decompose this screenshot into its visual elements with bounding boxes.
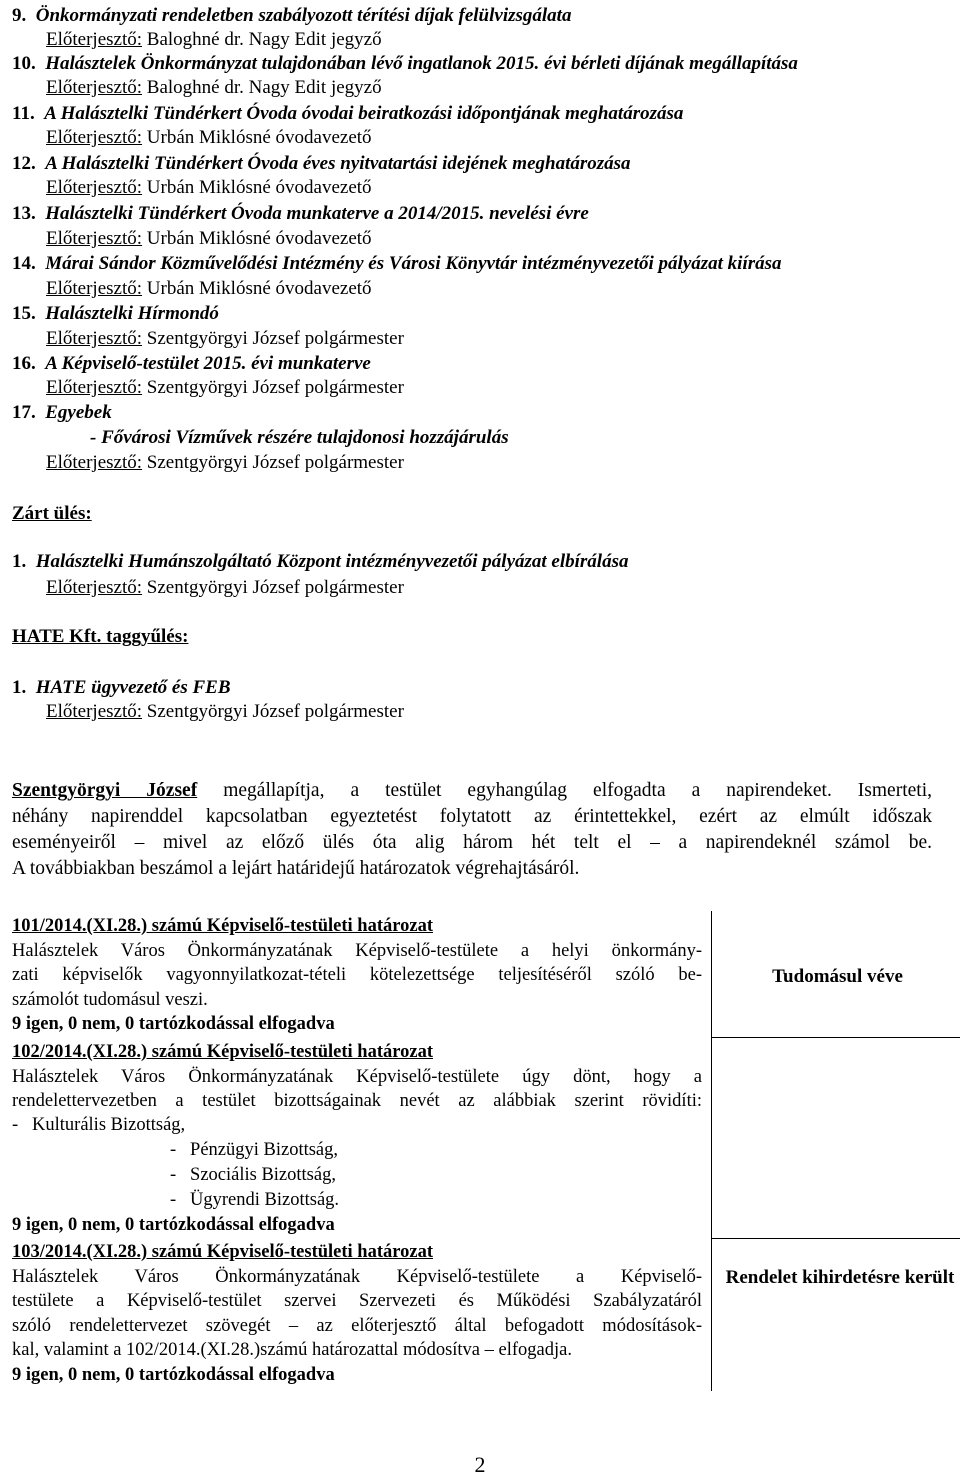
- presenter-label: Előterjesztő:: [46, 701, 143, 722]
- agenda-num: 11.: [12, 103, 35, 124]
- resolution-text: számolót tudomásul veszi.: [12, 989, 208, 1010]
- agenda-num: 1.: [12, 551, 27, 572]
- agenda-item-title: [12, 252, 782, 276]
- presenter-name: Urbán Miklósné óvodavezető: [146, 228, 372, 249]
- agenda-title: A Halásztelki Tündérkert Óvoda éves nyitvatartási idejének meghatározása: [45, 153, 631, 174]
- agenda-title: Halásztelek Önkormányzat tulajdonában lévő ingatlanok 2015. évi bérleti díjának megállapítása: [45, 53, 798, 74]
- speaker-name: Szentgyörgyi József: [12, 780, 198, 801]
- agenda-title: A Képviselő-testület 2015. évi munkaterve: [45, 353, 371, 374]
- resolution-text: zati képviselők vagyonnyilatkozat-tételi kötelezettsége teljesítéséről szóló be-: [12, 965, 702, 985]
- resolution-103: [12, 1240, 702, 1387]
- hate-item-title: [12, 676, 231, 700]
- statement-line: A továbbiakban beszámol a lejárt határidejű határozatok végrehajtásáról.: [12, 858, 580, 879]
- agenda-presenter: [46, 576, 404, 600]
- agenda-num: 14.: [12, 253, 36, 274]
- closed-item-title: [12, 550, 628, 574]
- resolution-vote: 9 igen, 0 nem, 0 tartózkodással elfogadva: [12, 1014, 335, 1034]
- resolution-text: Halásztelek Város Önkormányzatának Képviselő-testülete úgy dönt, hogy a: [12, 1066, 702, 1087]
- agenda-item-title: [12, 302, 219, 326]
- agenda-item-title: [12, 4, 571, 28]
- agenda-item-title: [12, 202, 589, 226]
- agenda-presenter: [46, 176, 372, 200]
- agenda-title: A Halásztelki Tündérkert Óvoda óvodai beiratkozási időpontjának meghatározása: [44, 103, 684, 124]
- resolution-text: Halásztelek Város Önkormányzatának Képviselő-testülete a Képviselő-: [12, 1266, 702, 1287]
- row-divider: [711, 1238, 960, 1239]
- agenda-item-title: [12, 152, 631, 176]
- agenda-presenter: [46, 451, 404, 475]
- agenda-item-title: [12, 352, 371, 376]
- statement-text: megállapítja, a testület egyhangúlag elfogadta a napirendeket. Ismerteti,: [197, 780, 932, 801]
- statement-line: eseményeiről – mivel az előző ülés óta alig három hét telt el – a napirendeknél számol be.: [12, 832, 932, 853]
- resolution-title: 103/2014.(XI.28.) számú Képviselő-testületi határozat: [12, 1242, 433, 1262]
- list-item: - Kulturális Bizottság,: [12, 1115, 186, 1135]
- agenda-subitem: [90, 426, 509, 450]
- presenter-name: Szentgyörgyi József polgármester: [146, 577, 404, 598]
- closed-session-heading: Zárt ülés:: [12, 503, 92, 524]
- agenda-num: 15.: [12, 303, 36, 324]
- agenda-num: 9.: [12, 5, 27, 26]
- presenter-name: Szentgyörgyi József polgármester: [146, 328, 404, 349]
- agenda-num: 13.: [12, 203, 36, 224]
- resolution-title: 101/2014.(XI.28.) számú Képviselő-testületi határozat: [12, 916, 433, 936]
- hate-heading: HATE Kft. taggyűlés:: [12, 626, 189, 647]
- resolution-102: [12, 1040, 702, 1114]
- resolution-text: kal, valamint a 102/2014.(XI.28.)számú határozattal módosítva – elfogadja.: [12, 1340, 572, 1360]
- resolution-text: szóló rendelettervezet szövegét – az előterjesztő által befogadott módosítások-: [12, 1315, 702, 1336]
- agenda-title: Halásztelki Tündérkert Óvoda munkaterve a 2014/2015. nevelési évre: [45, 203, 589, 224]
- presenter-label: Előterjesztő:: [46, 328, 143, 349]
- presenter-label: Előterjesztő:: [46, 452, 143, 473]
- presenter-name: Urbán Miklósné óvodavezető: [146, 177, 372, 198]
- presenter-name: Szentgyörgyi József polgármester: [146, 377, 404, 398]
- agenda-subitem-text: - Fővárosi Vízművek részére tulajdonosi hozzájárulás: [90, 427, 509, 448]
- agenda-presenter: [46, 376, 404, 400]
- presenter-name: Szentgyörgyi József polgármester: [146, 452, 404, 473]
- agenda-title: Márai Sándor Közművelődési Intézmény és Városi Könyvtár intézményvezetői pályázat kiírása: [45, 253, 782, 274]
- resolution-text: rendelettervezetben a testület bizottságainak nevét az alábbiak szerint rövidíti:: [12, 1091, 702, 1111]
- resolution-vote: 9 igen, 0 nem, 0 tartózkodással elfogadva: [12, 1215, 335, 1235]
- presenter-label: Előterjesztő:: [46, 278, 143, 299]
- presenter-label: Előterjesztő:: [46, 577, 143, 598]
- agenda-item-title: [12, 52, 798, 76]
- agenda-title: Önkormányzati rendeletben szabályozott térítési díjak felülvizsgálata: [35, 5, 572, 26]
- presenter-name: Baloghné dr. Nagy Edit jegyző: [146, 77, 382, 98]
- resolution-note: Rendelet kihirdetésre került: [725, 1267, 955, 1288]
- resolution-text: testülete a Képviselő-testület szervei Szervezeti és Működési Szabályzatáról: [12, 1291, 702, 1311]
- column-divider: [711, 911, 712, 1391]
- agenda-presenter: [46, 28, 382, 52]
- agenda-title: Egyebek: [45, 402, 112, 423]
- statement-line: néhány napirenddel kapcsolatban egyeztetést folytatott az érintettekkel, ezért az elmúlt időszak: [12, 806, 932, 827]
- resolution-vote: 9 igen, 0 nem, 0 tartózkodással elfogadva: [12, 1364, 335, 1385]
- agenda-title: HATE ügyvezető és FEB: [35, 677, 231, 698]
- agenda-num: 16.: [12, 353, 36, 374]
- agenda-item-title: [12, 102, 683, 126]
- agenda-presenter: [46, 700, 404, 724]
- presenter-label: Előterjesztő:: [46, 29, 143, 50]
- agenda-presenter: [46, 327, 404, 351]
- list-item: - Pénzügyi Bizottság,: [170, 1140, 339, 1160]
- agenda-presenter: [46, 126, 372, 150]
- presenter-label: Előterjesztő:: [46, 127, 143, 148]
- presenter-name: Szentgyörgyi József polgármester: [146, 701, 404, 722]
- list-item: - Ügyrendi Bizottság.: [170, 1190, 340, 1210]
- agenda-presenter: [46, 227, 372, 251]
- presenter-label: Előterjesztő:: [46, 377, 143, 398]
- resolution-text: Halásztelek Város Önkormányzatának Képviselő-testülete a helyi önkormány-: [12, 940, 702, 961]
- presenter-name: Urbán Miklósné óvodavezető: [146, 278, 372, 299]
- presenter-name: Urbán Miklósné óvodavezető: [146, 127, 372, 148]
- agenda-title: Halásztelki Hírmondó: [45, 303, 219, 324]
- presenter-label: Előterjesztő:: [46, 228, 143, 249]
- agenda-title: Halásztelki Humánszolgáltató Központ intézményvezetői pályázat elbírálása: [35, 551, 629, 572]
- agenda-num: 17.: [12, 402, 36, 423]
- agenda-num: 12.: [12, 153, 36, 174]
- agenda-item-title: [12, 401, 112, 425]
- presenter-name: Baloghné dr. Nagy Edit jegyző: [146, 29, 382, 50]
- resolution-note: Tudomásul véve: [772, 966, 903, 987]
- agenda-num: 1.: [12, 677, 27, 698]
- presenter-label: Előterjesztő:: [46, 77, 143, 98]
- agenda-presenter: [46, 277, 372, 301]
- presenter-label: Előterjesztő:: [46, 177, 143, 198]
- resolution-101: [12, 914, 702, 1037]
- row-divider: [711, 1037, 960, 1038]
- statement-paragraph: [12, 778, 932, 882]
- agenda-num: 10.: [12, 53, 36, 74]
- statement-line: [12, 778, 932, 804]
- page-number: 2: [474, 1452, 486, 1477]
- agenda-presenter: [46, 76, 382, 100]
- list-item: - Szociális Bizottság,: [170, 1165, 336, 1185]
- resolution-title: 102/2014.(XI.28.) számú Képviselő-testületi határozat: [12, 1042, 433, 1062]
